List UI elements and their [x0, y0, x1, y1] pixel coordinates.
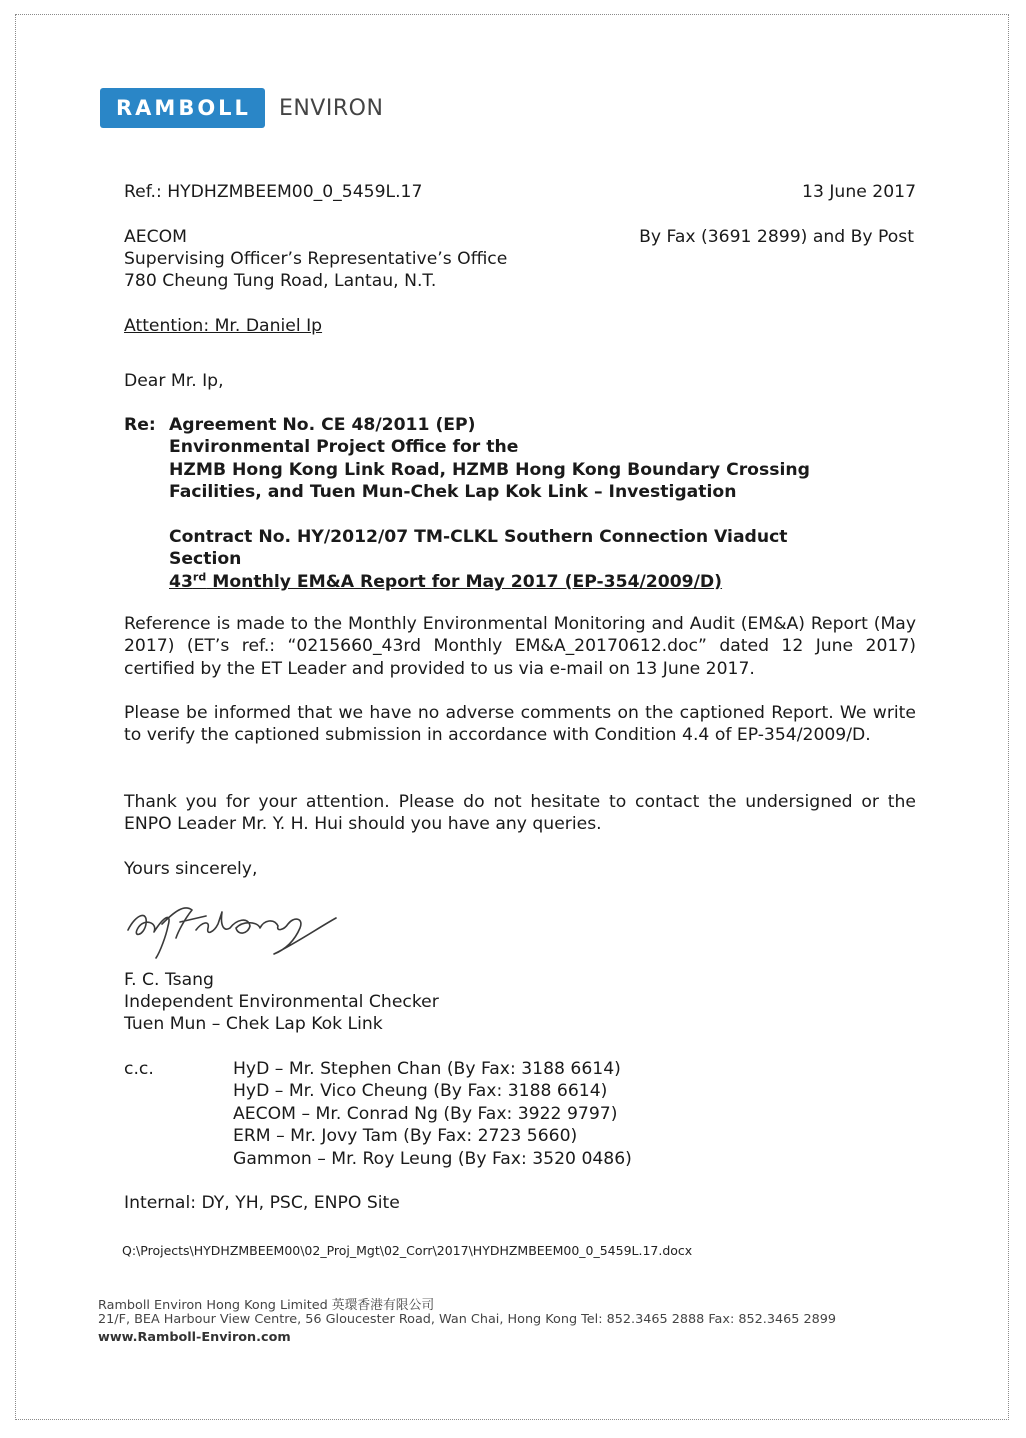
report-number: 43 [169, 571, 193, 592]
cc-item: HyD – Mr. Vico Cheung (By Fax: 3188 6614) [233, 1081, 608, 1102]
cc-item: Gammon – Mr. Roy Leung (By Fax: 3520 0486) [233, 1148, 632, 1169]
subject-contract-1: Contract No. HY/2012/07 TM-CLKL Southern Connection Viaduct [169, 527, 788, 548]
subject-report [169, 571, 810, 593]
footer-company: Ramboll Environ Hong Kong Limited 英環香港有限公司 [98, 1298, 435, 1313]
letter-date: 13 June 2017 [802, 182, 916, 202]
cc-item: AECOM – Mr. Conrad Ng (By Fax: 3922 9797) [233, 1103, 618, 1124]
subject-contract-2: Section [169, 549, 242, 570]
reference-number: Ref.: HYDHZMBEEM00_0_5459L.17 [124, 182, 423, 202]
company-logo [100, 88, 383, 128]
logo-suffix: ENVIRON [278, 95, 384, 121]
file-path: Q:\Projects\HYDHZMBEEM00\02_Proj_Mgt\02_Corr\2017\HYDHZMBEEM00_0_5459L.17.docx [122, 1243, 693, 1258]
internal-distribution: Internal: DY, YH, PSC, ENPO Site [124, 1193, 400, 1213]
subject-agreement: Agreement No. CE 48/2011 (EP) [169, 415, 476, 435]
subject-block [169, 414, 810, 593]
footer-website: www.Ramboll-Environ.com [98, 1330, 291, 1345]
cc-label: c.c. [124, 1059, 154, 1079]
cc-item: HyD – Mr. Stephen Chan (By Fax: 3188 6614) [233, 1059, 621, 1079]
signatory-title: Independent Environmental Checker [124, 992, 439, 1012]
signatory-name: F. C. Tsang [124, 970, 214, 990]
recipient-company: AECOM [124, 227, 187, 247]
delivery-method: By Fax (3691 2899) and By Post [639, 227, 914, 247]
salutation: Dear Mr. Ip, [124, 371, 224, 391]
body-paragraph-3: Thank you for your attention. Please do not hesitate to contact the undersigned or the ENPO Leader Mr. Y. H. Hui should you have any queries. [124, 792, 916, 835]
cc-item: ERM – Mr. Jovy Tam (By Fax: 2723 5660) [233, 1126, 578, 1147]
subject-project-2: Facilities, and Tuen Mun-Chek Lap Kok Link – Investigation [169, 482, 737, 503]
subject-office: Environmental Project Office for the [169, 437, 519, 458]
handwritten-signature [118, 892, 348, 962]
attention-line: Attention: Mr. Daniel Ip [124, 316, 323, 336]
report-suffix: rd [192, 570, 207, 584]
signatory-project: Tuen Mun – Chek Lap Kok Link [124, 1014, 383, 1034]
cc-list [233, 1058, 632, 1170]
recipient-office: Supervising Officer’s Representative’s Office [124, 249, 508, 269]
logo-brand: RAMBOLL [100, 88, 265, 128]
body-paragraph-2: Please be informed that we have no adverse comments on the captioned Report. We write to verify the captioned submission in accordance with Condition 4.4 of EP-354/2009/D. [124, 703, 916, 746]
subject-project-1: HZMB Hong Kong Link Road, HZMB Hong Kong Boundary Crossing [169, 459, 810, 480]
body-paragraph-1: Reference is made to the Monthly Environmental Monitoring and Audit (EM&A) Report (May 2017) (ET’s ref.: “0215660_43rd Monthly EM&A_20170612.doc” dated 12 June 2017) certified by the ET Leader and provided to us via e-mail on 13 June 2017. [124, 614, 916, 679]
recipient-address: 780 Cheung Tung Road, Lantau, N.T. [124, 271, 437, 291]
report-title: Monthly EM&A Report for May 2017 (EP-354/2009/D) [206, 571, 723, 592]
closing: Yours sincerely, [124, 859, 258, 879]
footer-address: 21/F, BEA Harbour View Centre, 56 Gloucester Road, Wan Chai, Hong Kong Tel: 852.3465 2888 Fax: 852.3465 2899 [98, 1312, 837, 1327]
re-label: Re: [124, 415, 156, 435]
